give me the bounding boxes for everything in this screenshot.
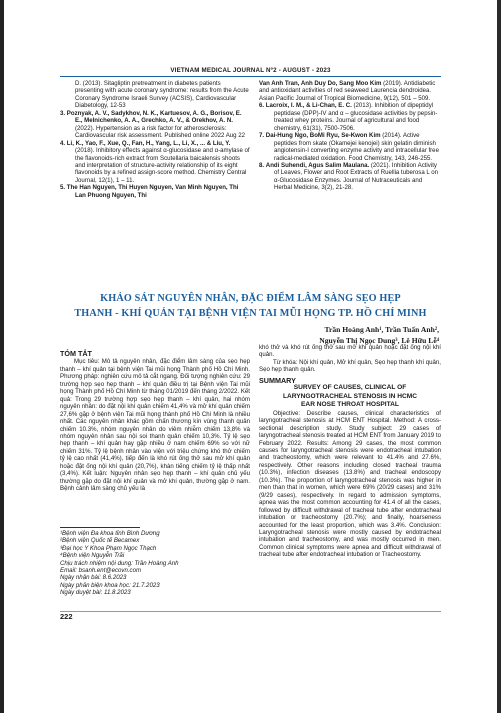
summary-en-title: SURVEY OF CAUSES, CLINICAL OF LARYNGOTRACHEAL STENOSIS IN HCMC EAR NOSE THROAT HOSPITAL [282,384,418,409]
reference-item [60,80,250,110]
article-title [60,291,441,321]
summary-body-continued: khó thở và khó rút ống thở sau mở khí quản hoặc đặt ống nội khí quản. [259,344,441,359]
summary-body: Mục tiêu: Mô tả nguyên nhân, đặc điểm lâm sàng của sẹo hẹp thanh – khí quản tại bệnh viện Tai mũi họng Thành phố Hồ Chí Minh. Phương pháp: nghiên cứu mô tả cắt ngang. Đối tượng nghiên cứu: 29 trường hợp sẹo hẹp thanh – khí quản điều trị tại Bệnh viện Tai mũi họng Thành phố Hồ Chí Minh từ tháng 01/2019 đến tháng 2/2022. Kết quả: Trong 29 trường hợp sẹo hẹp thanh – khí quản, hai nhóm nguyên nhân: do đặt nội khí quản chiếm 41,4% và mở khí quản chiếm 27,6% gặp ở bệnh viện Tai mũi họng thành phố Hồ Chí Minh là nhiều nhất. Các nguyên nhân khác gồm chấn thương kín vùng thanh quản chiếm 10.3%, nhóm nguyên nhân do viêm nhiễm chiếm 13,8% và nhóm nguyên nhân sau nội soi thanh quản chiếm 10,3%. Tỷ lệ sẹo hẹp thanh – khí quản hay gặp nhiều ở nam chiếm 69% so với nữ chiếm 31%. Tỷ lệ bệnh nhân vào viện với triệu chứng khó thở chiếm tỷ lệ cao nhất (41,4%), tiếp đến là khó rút ống thở sau mở khí quản hoặc đặt ống nội khí quản (20,7%), khàn tiếng chiếm tỷ lệ thấp nhất (3,4%). Kết luận: Nguyên nhân sẹo hẹp thanh – khí quản chủ yếu thường gặp do đặt nội khí quản và mở khí quản, thường gặp ở nam. Bệnh cảnh lâm sàng chủ yếu là [60,358,250,493]
author-line: Trần Hoàng Anh¹, Trần Tuấn Anh², [324,325,439,334]
scan-edge-right [497,0,501,713]
footnotes [60,530,256,597]
reference-text: (2013). Inhibition of dipeptidyl peptidase (DPP)-IV and α – glucosidase activities by pepsin-treated whey proteins. Journal of agricultural and food chemistry, 61(31), 7500-7506. [274,102,438,132]
keywords: Từ khóa: Nội khí quản, Mở khí quản, Sẹo hẹp thanh khí quản, Sẹo hẹp thanh quản. [259,358,441,374]
references-left [60,80,250,199]
reference-item [259,162,441,192]
running-header: VIETNAM MEDICAL JOURNAL Nº2 - AUGUST - 2023 [170,67,331,74]
reference-number: 7. [259,132,265,140]
reference-number: 3. [60,109,66,117]
reference-item [60,110,250,140]
footnote: Chịu trách nhiệm nội dung: Trần Hoàng Anh [60,559,179,567]
reference-authors: Andi Suhendi, Agus Salim Maulana. [265,161,370,169]
bottom-rule [60,611,441,612]
reference-text: (2019). Antidiabetic and antioxidant activities of red seaweed Laurencia dendroidea. Asian Pacific Journal of Tropical Biomedicine, 9(12), 501 – 509. [259,80,436,102]
footnote: Email: bsanh.ent@ecovn.com [60,567,142,575]
scan-edge-left [0,0,4,713]
summary-heading: TÓM TẮT [60,349,92,358]
reference-text: D. (2013). Sitagliptin pretreatment in diabetes patients presenting with acute coronary syndrome: results from the Acute Coronary Syndrome Israeli Survey (ACSIS), Cardiovascular Diabetology, 12-53 [75,80,249,110]
reference-item [60,140,250,185]
footnote-rule [60,527,140,528]
reference-authors: Li, K., Yao, F., Xue, Q., Fan, H., Yang, L., Li, X., ... & Liu, Y. [66,139,231,147]
reference-number: 8. [259,161,265,169]
reference-item [259,132,441,162]
footnote: Ngày nhận bài: 8.6.2023 [60,574,127,582]
summary-en-heading: SUMMARY [259,375,296,385]
author-line: Nguyễn Thị Ngọc Dung³, Lê Hữu Lễ⁴ [319,336,439,345]
reference-text: (2014). Active peptides from skate (Okamejei kenojei) skin gelatin diminish angiotensin-I converting enzyme activity and intracellular free radical-mediated oxidation. Food Chemistry, 143, 246-255. [274,132,439,162]
reference-number: 6. [259,102,265,110]
header-rule [60,76,441,77]
summary-vietnamese [60,350,250,493]
author-spacer [259,322,441,344]
summary-right-column [259,322,441,559]
footnote: ¹Bệnh viện Đa khoa tỉnh Bình Dương [60,530,160,537]
footnote: ³Đại học Y Khoa Phạm Ngọc Thạch [60,544,157,552]
reference-number: 4. [60,139,66,147]
reference-authors: Lacroix, I. M., & Li-Chan, E. C. [265,102,352,110]
reference-item [259,102,441,132]
reference-text: (2022). Hypertension as a risk factor for atherosclerosis: Cardiovascular risk assessment. Published online 2022 Aug 22 [75,124,246,140]
article-title-line: KHẢO SÁT NGUYÊN NHÂN, ĐẶC ĐIỂM LÂM SÀNG SẸO HẸP [100,293,401,304]
reference-authors: Dai-Hung Ngo, BoMi Ryu, Se-Kwon Kim [265,132,381,140]
reference-text: (2021). Inhibition Activity of Leaves, Flower and Root Extracts of Ruellia tuberosa L on α-Glucosidase Enzymes. Journal of Nutraceuticals and Herbal Medicine, 3(2), 21-28. [274,161,439,192]
footnote: Ngày phản biện khoa học: 21.7.2023 [60,581,160,589]
reference-authors: Van Anh Tran, Anh Duy Do, Sang Moo Kim [259,80,382,87]
reference-item [259,80,441,102]
reference-item [60,184,250,199]
footnote: ²Bệnh viện Quốc tế Becamex [60,537,140,545]
page-number: 222 [60,612,73,621]
summary-en-body: Objective: Describe causes, clinical characteristics of laryngotracheal stenosis at HCM ENT Hospital. Method: A cross-sectional description study. Study subject: 29 cases of laryngotracheal stenosis treated at HCM ENT from January 2019 to February 2022. Results: Among 29 cases, the most common causes for laryngotracheal stenosis were endotracheal intubation and tracheostomy, which were relevant to 41.4% and 27.6%, respectively. Other reasons including closed tracheal trauma (10.3%), infection diseases (13.8%) and tracheal endoscopy (10.3%). The proportion of laryngotracheal stenosis was higher in men than that in women, which were 69% (20/29 cases) and 31% (9/29 cases), respectively. In regard to admission symptoms, apnea was the most common accounting for 41.4 of all the cases, followed by difficult withdrawal of tracheal tube after endotracheal intubation or tracheostomy (20.7%); and finally, hoarseness accounted for the least proportion, which was 3.4%. Conclusion: Laryngotracheal stenosis were mostly caused by endotracheal intubation and tracheostomy, and was mostly occurred in men. Common clinical symptoms were apnea and difficult withdrawal of tracheal tube after endotracheal intubation or Tracheostomy. [259,409,441,559]
footnote: Ngày duyệt bài: 11.8.2023 [60,589,131,597]
reference-text: (2018). Inhibitory effects against α-glucosidase and α-amylase of the flavonoids-rich extract from Scutellaria baicalensis shoots and interpretation of structure-activity relationship of its eight flavonoids by a refined assign-score method. Chemistry Central Journal, 12(1), 1 – 11. [75,147,250,184]
reference-number: 5. [60,184,66,192]
reference-authors: Poznyak, A. V., Sadykhov, N. K., Kartuesov, A. G., Borisov, E. E., Melnichenko, A. A., Grechko, A. V., & Orekhov, A. N. [66,109,242,125]
article-title-line: THANH - KHÍ QUẢN TẠI BỆNH VIỆN TAI MŨI HỌNG TP. HỒ CHÍ MINH [74,308,427,319]
references-right [259,80,441,192]
reference-authors: The Han Nguyen, Thi Huyen Nguyen, Van Minh Nguyen, Thi Lan Phuong Nguyen, Thi [66,184,239,199]
footnote: ⁴Bệnh viện Nguyễn Trãi [60,552,125,560]
